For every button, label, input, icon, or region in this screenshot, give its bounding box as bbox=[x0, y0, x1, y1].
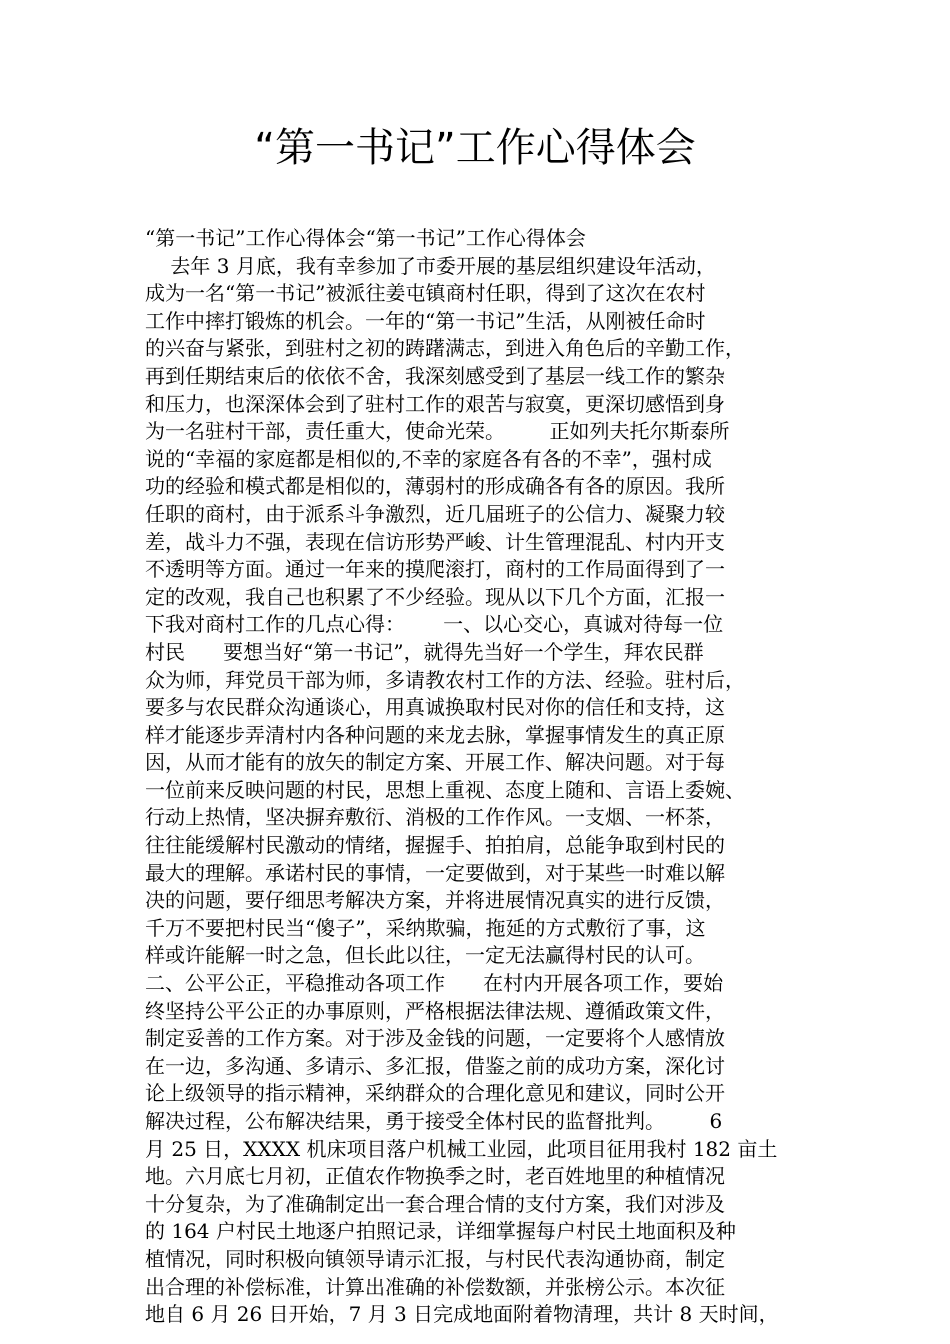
body-text-line: 千万不要把村民当“傻子”，采纳欺骗，拖延的方式敷衍了事，这 bbox=[145, 915, 706, 940]
body-text-line: 论上级领导的指示精神，采纳群众的合理化意见和建议，同时公开 bbox=[145, 1081, 725, 1106]
body-text-line: 工作中摔打锻炼的机会。一年的“第一书记”生活，从刚被任命时 bbox=[145, 308, 706, 333]
document-title: “第一书记”工作心得体会 bbox=[254, 125, 696, 171]
body-text-line: 差，战斗力不强，表现在信访形势严峻、计生管理混乱、村内开支 bbox=[145, 529, 725, 554]
body-text-line: 功的经验和模式都是相似的，薄弱村的形成确各有各的原因。我所 bbox=[145, 474, 725, 499]
body-text-line: 最大的理解。承诺村民的事情，一定要做到，对于某些一时难以解 bbox=[145, 860, 725, 885]
body-text-line: 地。六月底七月初，正值农作物换季之时，老百姓地里的种植情况 bbox=[145, 1164, 725, 1189]
body-text-line: 村民 要想当好“第一书记”，就得先当好一个学生，拜农民群 bbox=[145, 639, 704, 664]
body-text-line: 因，从而才能有的放矢的制定方案、开展工作、解决问题。对于每 bbox=[145, 750, 725, 775]
body-text-line: 决的问题，要仔细思考解决方案，并将进展情况真实的进行反馈， bbox=[145, 888, 725, 913]
body-text-line: 往往能缓解村民激动的情绪，握握手、拍拍肩，总能争取到村民的 bbox=[145, 833, 725, 858]
body-text-line: 二、公平公正，平稳推动各项工作 在村内开展各项工作，要始 bbox=[145, 971, 724, 996]
body-text-line: “第一书记”工作心得体会“第一书记”工作心得体会 bbox=[145, 226, 586, 250]
body-text-line: 制定妥善的工作方案。对于涉及金钱的问题，一定要将个人感情放 bbox=[145, 1026, 725, 1051]
body-text-line: 为一名驻村干部，责任重大，使命光荣。 正如列夫托尔斯泰所 bbox=[145, 419, 730, 444]
body-text-line: 月 25 日，XXXX 机床项目落户机械工业园，此项目征用我村 182 亩土 bbox=[145, 1136, 778, 1161]
body-text-line: 植情况，同时积极向镇领导请示汇报，与村民代表沟通协商，制定 bbox=[145, 1246, 725, 1271]
body-text-line: 定的改观，我自己也积累了不少经验。现从以下几个方面，汇报一 bbox=[145, 584, 725, 609]
body-text-line: 出合理的补偿标准，计算出准确的补偿数额，并张榜公示。本次征 bbox=[145, 1274, 725, 1299]
body-text-line: 说的“幸福的家庭都是相似的,不幸的家庭各有各的不幸”，强村成 bbox=[145, 446, 712, 471]
document-body bbox=[145, 225, 840, 1329]
body-text-line: 十分复杂，为了准确制定出一套合理合情的支付方案，我们对涉及 bbox=[145, 1191, 725, 1216]
body-text-line: 解决过程，公布解决结果，勇于接受全体村民的监督批判。 6 bbox=[145, 1109, 723, 1133]
body-text-line: 终坚持公平公正的办事原则，严格根据法律法规、遵循政策文件， bbox=[145, 998, 725, 1023]
body-text-line: 众为师，拜党员干部为师，多请教农村工作的方法、经验。驻村后， bbox=[145, 667, 745, 692]
body-text-line: 成为一名“第一书记”被派往姜屯镇商村任职，得到了这次在农村 bbox=[145, 281, 706, 306]
body-text-line: 和压力，也深深体会到了驻村工作的艰苦与寂寞，更深切感悟到身 bbox=[145, 391, 725, 416]
body-text-line: 下我对商村工作的几点心得： 一、以心交心，真诚对待每一位 bbox=[145, 612, 724, 637]
body-text-line: 地自 6 月 26 日开始，7 月 3 日完成地面附着物清理，共计 8 天时间， bbox=[145, 1302, 779, 1327]
body-text-line: 要多与农民群众沟通谈心，用真诚换取村民对你的信任和支持，这 bbox=[145, 695, 725, 720]
body-text-line: 的兴奋与紧张，到驻村之初的踌躇满志，到进入角色后的辛勤工作， bbox=[145, 336, 745, 361]
body-text-line: 的 164 户村民土地逐户拍照记录，详细掌握每户村民土地面积及种 bbox=[145, 1219, 736, 1244]
body-text-line: 不透明等方面。通过一年来的摸爬滚打，商村的工作局面得到了一 bbox=[145, 557, 725, 582]
body-text-line: 一位前来反映问题的村民，思想上重视、态度上随和、言语上委婉、 bbox=[145, 777, 745, 802]
body-text-line: 行动上热情，坚决摒弃敷衍、消极的工作作风。一支烟、一杯茶， bbox=[145, 805, 725, 830]
body-text-line: 再到任期结束后的依依不舍，我深刻感受到了基层一线工作的繁杂 bbox=[145, 363, 725, 388]
body-text-line: 样或许能解一时之急，但长此以往，一定无法赢得村民的认可。 bbox=[145, 943, 705, 968]
body-text-line: 在一边，多沟通、多请示、多汇报，借鉴之前的成功方案，深化讨 bbox=[145, 1053, 725, 1078]
body-text-line: 任职的商村，由于派系斗争激烈，近几届班子的公信力、凝聚力较 bbox=[145, 501, 725, 526]
body-text-line: 样才能逐步弄清村内各种问题的来龙去脉，掌握事情发生的真正原 bbox=[145, 722, 725, 747]
body-text-line: 去年 3 月底，我有幸参加了市委开展的基层组织建设年活动， bbox=[145, 253, 716, 278]
